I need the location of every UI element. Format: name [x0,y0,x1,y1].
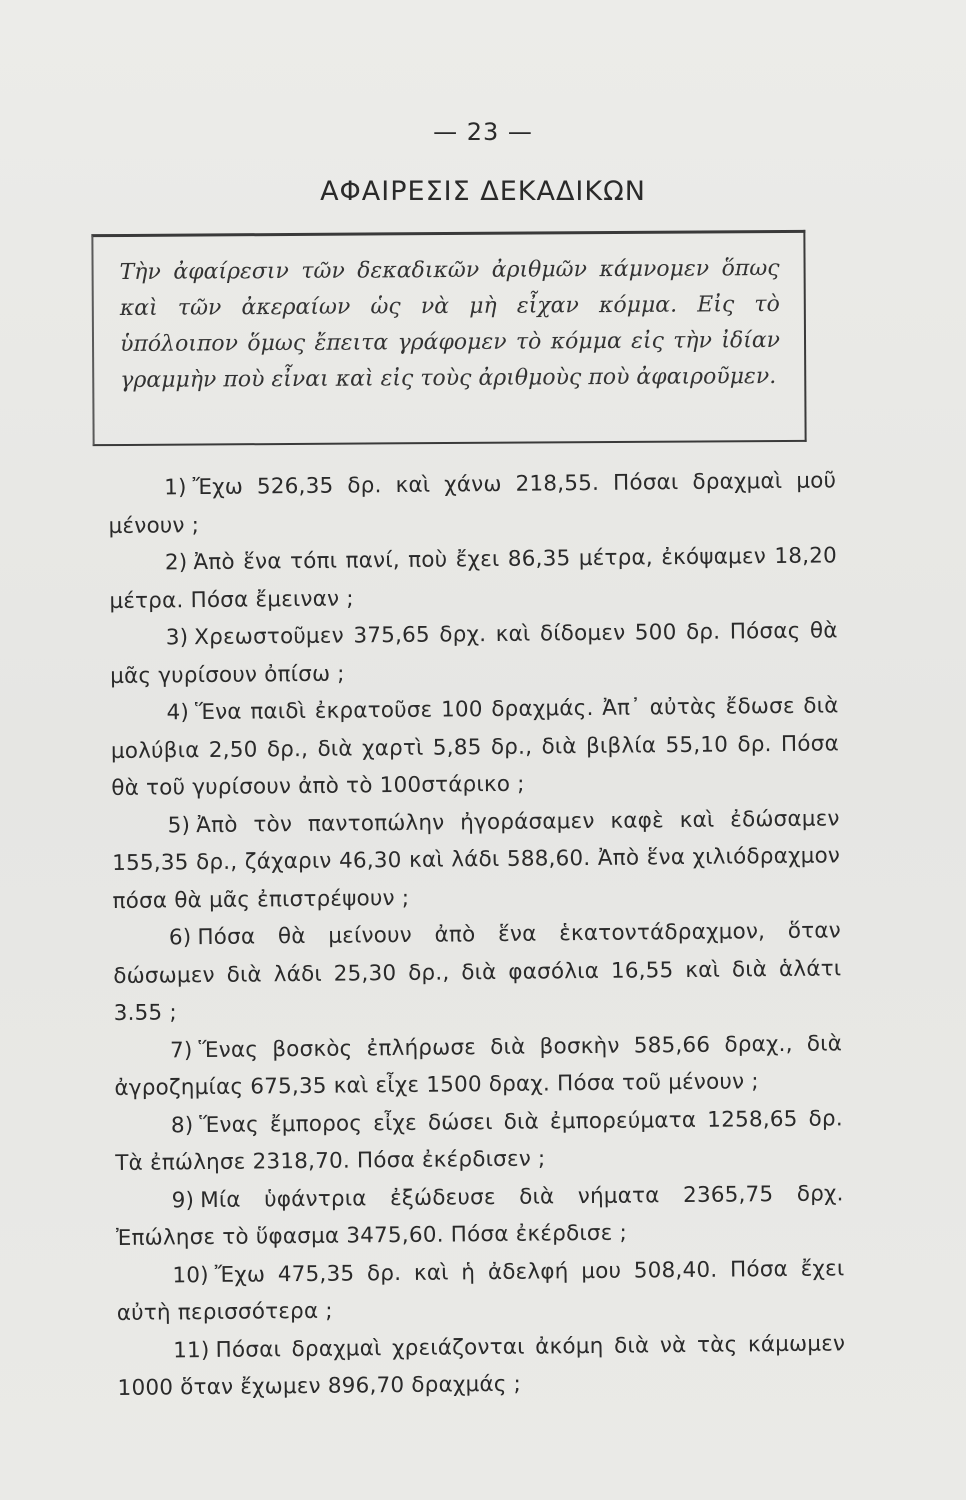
exercise-number: 4) [166,700,190,726]
exercise-item [110,687,839,807]
exercise-number: 3) [165,625,189,651]
exercise-text: Χρεωστοῦμεν 375,65 δρχ. καὶ δίδομεν 500 δρ. Πόσας θὰ μᾶς γυρίσουν ὀπίσω ; [110,618,838,689]
exercise-text: Μία ὑφάντρια ἐξώδευσε διὰ νήματα 2365,75 δρχ. Ἐπώλησε τὸ ὕφασμα 3475,60. Πόσα ἐκέρδισε ; [115,1180,844,1251]
section-title: ΑΦΑΙΡΕΣΙΣ ΔΕΚΑΔΙΚΩΝ [320,176,646,207]
exercise-item [113,912,842,1032]
exercise-number: 8) [170,1112,194,1138]
exercise-text: Ἕνας βοσκὸς ἐπλήρωσε διὰ βοσκὴν 585,66 δραχ., διὰ ἀγροζημίας 675,35 καὶ εἶχε 1500 δραχ. Πόσα τοῦ μένουν ; [114,1030,843,1101]
exercise-text: Ἔχω 526,35 δρ. καὶ χάνω 218,55. Πόσαι δραχμαὶ μοῦ μένουν ; [108,468,837,539]
exercise-list [108,462,846,1407]
exercise-number: 2) [164,550,188,576]
exercise-item [109,537,838,620]
exercise-number: 1) [164,475,187,501]
exercise-number: 11) [173,1337,210,1363]
page-number: — 23 — [433,118,533,146]
exercise-number: 10) [172,1262,209,1288]
exercise-text: Πόσαι δραχμαὶ χρειάζονται ἀκόμη διὰ νὰ τὰς κάμωμεν 1000 ὅταν ἔχωμεν 896,70 δραχμάς ; [117,1330,846,1401]
exercise-number: 9) [171,1187,195,1213]
exercise-text: Ἔχω 475,35 δρ. καὶ ἡ ἀδελφή μου 508,40. Πόσα ἔχει αὐτὴ περισσότερα ; [116,1255,845,1326]
exercise-number: 6) [168,925,192,951]
exercise-text: Ἀπὸ τὸν παντοπώλην ἠγοράσαμεν καφὲ καὶ ἐδώσαμεν 155,35 δρ., ζάχαριν 46,30 καὶ λάδι 588,60. Ἀπὸ ἕνα χιλιόδραχμον πόσα θὰ μᾶς ἐπιστρέψουν ; [111,805,841,914]
exercise-item [115,1175,844,1258]
exercise-number: 5) [167,812,191,838]
exercise-text: Ἕνα παιδὶ ἐκρατοῦσε 100 δραχμάς. Ἀπ᾽ αὐτὰς ἔδωσε διὰ μολύβια 2,50 δρ., διὰ χαρτὶ 5,85 δρ., διὰ βιβλία 55,10 δρ. Πόσα θὰ τοῦ γυρίσουν ἀπὸ τὸ 100στάρικο ; [110,693,840,801]
exercise-item [116,1250,845,1333]
exercise-item [112,800,841,920]
exercise-item [115,1100,844,1183]
exercise-text: Πόσα θὰ μείνουν ἀπὸ ἕνα ἑκατοντάδραχμον, ὅταν δώσωμεν διὰ λάδι 25,30 δρ., διὰ φασόλια 16,55 καὶ διὰ ἁλάτι 3.55 ; [113,918,842,1026]
exercise-item [114,1025,843,1108]
exercise-number: 7) [169,1037,193,1063]
exercise-item [110,612,839,695]
exercise-text: Ἕνας ἔμπορος εἶχε δώσει διὰ ἐμπορεύματα 1258,65 δρ. Τὰ ἐπώλησε 2318,70. Πόσα ἐκέρδισεν ; [115,1105,843,1176]
rule-box [91,230,806,446]
exercise-item [117,1325,846,1408]
rule-text: Τὴν ἀφαίρεσιν τῶν δεκαδικῶν ἀριθμῶν κάμνομεν ὅπως καὶ τῶν ἀκεραίων ὡς νὰ μὴ εἶχαν κόμμα. Εἰς τὸ ὑπόλοιπον ὅμως ἔπειτα γράφομεν τὸ κόμμα εἰς τὴν ἰδίαν γραμμὴν ποὺ εἶναι καὶ εἰς τοὺς ἀριθμοὺς ποὺ ἀφαιροῦμεν. [119,255,781,394]
exercise-item [108,462,837,545]
exercise-text: Ἀπὸ ἕνα τόπι πανί, ποὺ ἔχει 86,35 μέτρα, ἐκόψαμεν 18,20 μέτρα. Πόσα ἔμειναν ; [109,543,838,614]
